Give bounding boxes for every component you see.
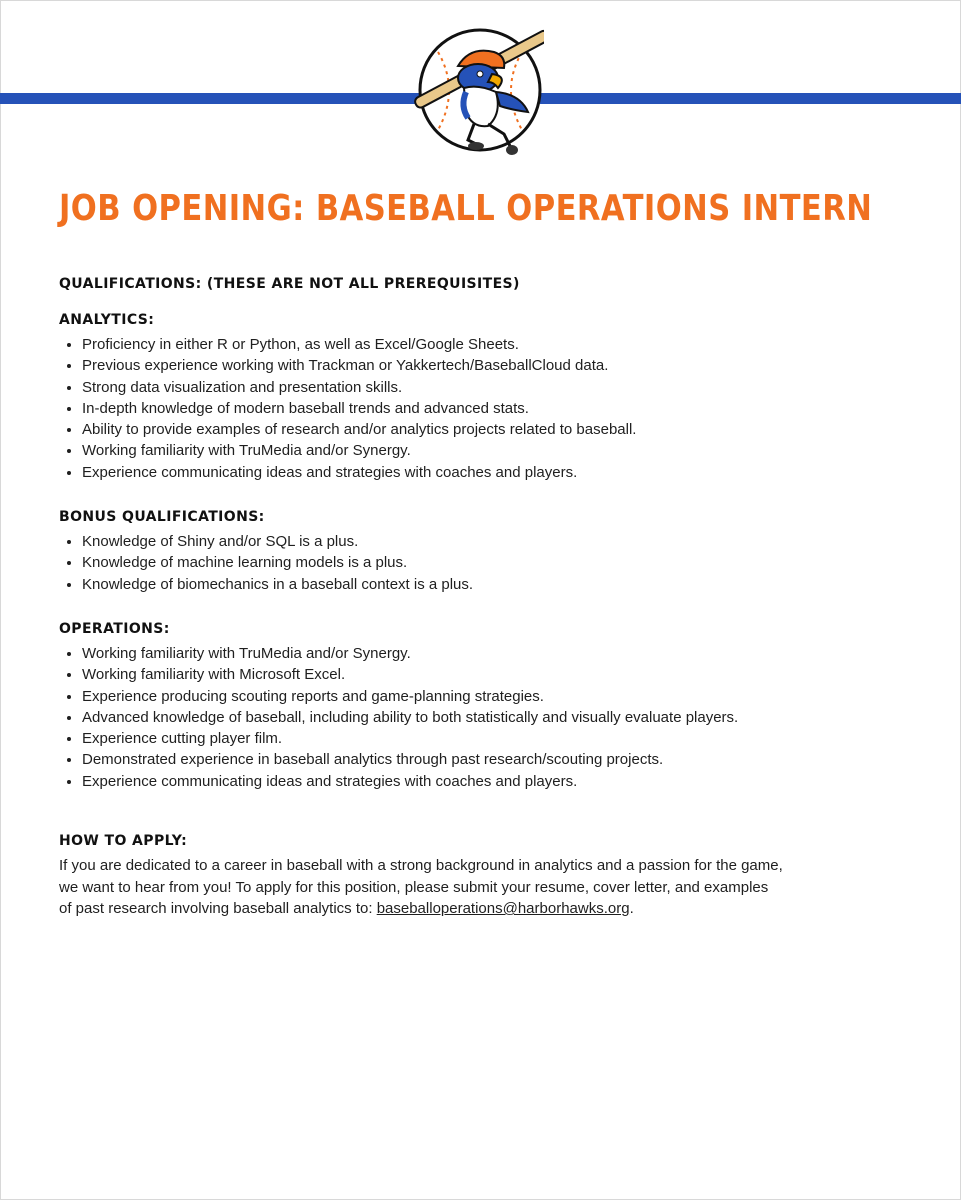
page-title: JOB OPENING: BASEBALL OPERATIONS INTERN (59, 188, 873, 229)
email-link[interactable]: baseballoperations@harborhawks.org (376, 900, 630, 918)
job-posting (59, 184, 899, 920)
list-item: • In-depth knowledge of modern baseball trends and advanced stats. (82, 398, 899, 419)
list-item: • Working familiarity with TruMedia and/or Synergy. (82, 440, 899, 461)
operations-list (59, 643, 899, 792)
list-item: • Previous experience working with Trackman or Yakkertech/BaseballCloud data. (82, 355, 899, 376)
list-item: • Knowledge of machine learning models is a plus. (82, 552, 899, 573)
header-stripe-left (0, 93, 420, 104)
section-heading: OPERATIONS: (59, 620, 170, 637)
bonus-qualifications-section (59, 509, 899, 595)
list-item: • Knowledge of Shiny and/or SQL is a plus. (82, 531, 899, 552)
list-item: • Working familiarity with Microsoft Excel. (82, 664, 899, 685)
list-item: • Experience producing scouting reports and game-planning strategies. (82, 686, 899, 707)
list-item: • Ability to provide examples of research and/or analytics projects related to baseball. (82, 419, 899, 440)
operations-section (59, 621, 899, 792)
header-stripe-right (540, 93, 961, 104)
list-item: • Strong data visualization and presentation skills. (82, 377, 899, 398)
list-item: • Advanced knowledge of baseball, including ability to both statistically and visually evaluate players. (82, 707, 762, 728)
how-to-apply-heading: HOW TO APPLY: (59, 833, 188, 850)
list-item: • Experience communicating ideas and strategies with coaches and players. (82, 771, 899, 792)
section-heading: BONUS QUALIFICATIONS: (59, 509, 265, 526)
list-item: • Knowledge of biomechanics in a baseball context is a plus. (82, 574, 899, 595)
list-item: • Working familiarity with TruMedia and/or Synergy. (82, 643, 899, 664)
list-item: • Proficiency in either R or Python, as well as Excel/Google Sheets. (82, 334, 899, 355)
list-item: • Experience cutting player film. (82, 728, 899, 749)
apply-paragraph: If you are dedicated to a career in baseball with a strong background in analytics and a passion for the game, we want to hear from you! To apply for this position, please submit your resume, cover letter, and examples of past research involving baseball analytics to: (59, 857, 783, 918)
how-to-apply-text (59, 855, 784, 920)
apply-trailing: . (629, 900, 634, 918)
list-item: • Demonstrated experience in baseball analytics through past research/scouting projects. (82, 749, 899, 770)
section-heading: ANALYTICS: (59, 312, 155, 328)
analytics-section (59, 312, 899, 483)
analytics-list (59, 334, 899, 483)
baseball-hawk-mascot-icon (408, 22, 544, 156)
bonus-qualifications-list (59, 531, 899, 595)
qualifications-heading: QUALIFICATIONS: (THESE ARE NOT ALL PREREQUISITES) (59, 276, 520, 292)
list-item: • Experience communicating ideas and strategies with coaches and players. (82, 462, 899, 483)
